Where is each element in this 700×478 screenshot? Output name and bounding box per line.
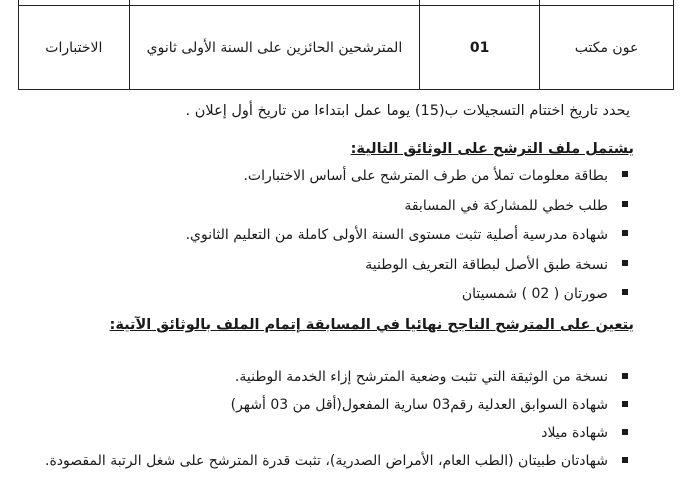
- bullet-icon: [622, 457, 628, 463]
- bullet-icon: [622, 171, 628, 177]
- cell-count: 01: [420, 6, 540, 90]
- cell-method: الاختبارات: [19, 6, 130, 90]
- list-item: بطاقة معلومات تملأ من طرف المترشح على أساس الاختبارات.: [186, 164, 630, 194]
- section1-list: [186, 164, 630, 312]
- section2-heading: يتعين على المترشح الناجح نهائيا في المسابقة إتمام الملف بالوثائق الآتية:: [109, 317, 634, 333]
- table-row: [19, 6, 674, 90]
- list-item: صورتان ( 02 ) شمسيتان: [186, 282, 630, 312]
- bullet-icon: [622, 429, 628, 435]
- cell-position: عون مكتب: [540, 6, 674, 90]
- section2-list: [45, 366, 630, 478]
- registration-deadline-text: يحدد تاريخ اختتام التسجيلات ب(15) يوما عمل ابتداءا من تاريخ أول إعلان .: [185, 103, 630, 119]
- list-item: شهادة ميلاد: [45, 422, 630, 450]
- bullet-icon: [622, 230, 628, 236]
- bullet-icon: [622, 201, 628, 207]
- list-item: نسخة طبق الأصل لبطاقة التعريف الوطنية: [186, 253, 630, 283]
- bullet-icon: [622, 289, 628, 295]
- list-item: شهادتان طبيتان (الطب العام، الأمراض الصدرية)، تثبت قدرة المترشح على شغل الرتبة المقصودة.: [45, 450, 630, 478]
- bullet-icon: [622, 401, 628, 407]
- list-item: طلب خطي للمشاركة في المسابقة: [186, 194, 630, 224]
- bullet-icon: [622, 260, 628, 266]
- list-item: نسخة من الوثيقة التي تثبت وضعية المترشح إزاء الخدمة الوطنية.: [45, 366, 630, 394]
- section1-heading: يشتمل ملف الترشح على الوثائق التالية:: [350, 141, 634, 157]
- positions-table: [18, 0, 674, 90]
- list-item: شهادة مدرسية أصلية تثبت مستوى السنة الأولى كاملة من التعليم الثانوي.: [186, 223, 630, 253]
- list-item: شهادة السوابق العدلية رقم03 سارية المفعول(أقل من 03 أشهر): [45, 394, 630, 422]
- bullet-icon: [622, 373, 628, 379]
- cell-condition: المترشحين الحائزين على السنة الأولى ثانوي: [129, 6, 420, 90]
